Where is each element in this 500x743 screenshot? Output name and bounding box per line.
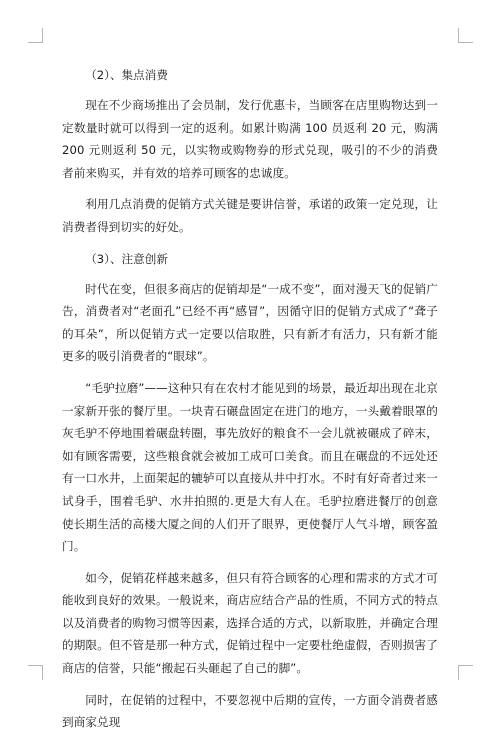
paragraph-credibility: 利用几点消费的促销方式关键是要讲信誉，承诺的政策一定兑现，让消费者得到切实的好处。 bbox=[62, 197, 438, 234]
paragraph-donkey-mill: “毛驴拉磨”——这种只有在农村才能见到的场景，最近却出现在北京一家新开张的餐厅里。一块青石碾盘固定在进门的地方，一头戴着眼罩的灰毛驴不停地围着碾盘转圈，事先放好的粮食不一会儿就被碾成了碎末，如有顾客需要，这些粮食就会被加工成可口美食。而且在碾盘的不远处还有一口水井，上面架起的辘轳可以直接从井中打水。不时有好奇者过来一试身手，围着毛驴、水井拍照的.更是大有人在。毛驴拉磨进餐厅的创意使长期生活的高楼大厦之间的人们开了眼界，更使餐厅人气斗增，顾客盈门。 bbox=[62, 380, 438, 554]
crop-mark-bottom-right bbox=[458, 665, 473, 680]
paragraph-change: 时代在变，但很多商店的促销却是“一成不变”，面对漫天飞的促销广告，消费者对“老面孔”已经不再“感冒”，因循守旧的促销方式成了“聋子的耳朵”，所以促销方式一定要以信取胜，只有新才有活力，只有新才能更多的吸引消费者的“眼球”。 bbox=[62, 281, 438, 364]
crop-mark-bottom-left bbox=[28, 665, 43, 680]
paragraph-membership: 现在不少商场推出了会员制，发行优惠卡，当顾客在店里购物达到一定数量时就可以得到一定的返利。如累计购满 100 员返利 20 元，购满 200 元则返利 50 元，以实物或购物券的形式兑现，吸引的不少的消费者前来购买，并有效的培养可顾客的忠诚度。 bbox=[62, 98, 442, 180]
section-heading-innovation: （3）、注意创新 bbox=[85, 251, 168, 266]
crop-mark-top-left bbox=[28, 28, 43, 43]
section-heading-collect-points: （2）、集点消费 bbox=[85, 68, 168, 82]
paragraph-promotion-methods: 如今，促销花样越来越多，但只有符合顾客的心理和需求的方式才可能收到良好的效果。一般说来，商店应结合产品的性质，不同方式的特点以及消费者的购物习惯等因素，选择合适的方式，以新取胜，并确定合理的期限。但不管是那一种方式，促销过程中一定要杜绝虚假，否则损害了商店的信誉，只能“搬起石头砸起了自己的脚”。 bbox=[62, 570, 438, 676]
document-body bbox=[62, 64, 442, 743]
crop-mark-top-right bbox=[458, 28, 473, 43]
paragraph-publicity: 同时，在促销的过程中，不要忽视中后期的宣传，一方面令消费者感到商家兑现 bbox=[62, 692, 438, 730]
